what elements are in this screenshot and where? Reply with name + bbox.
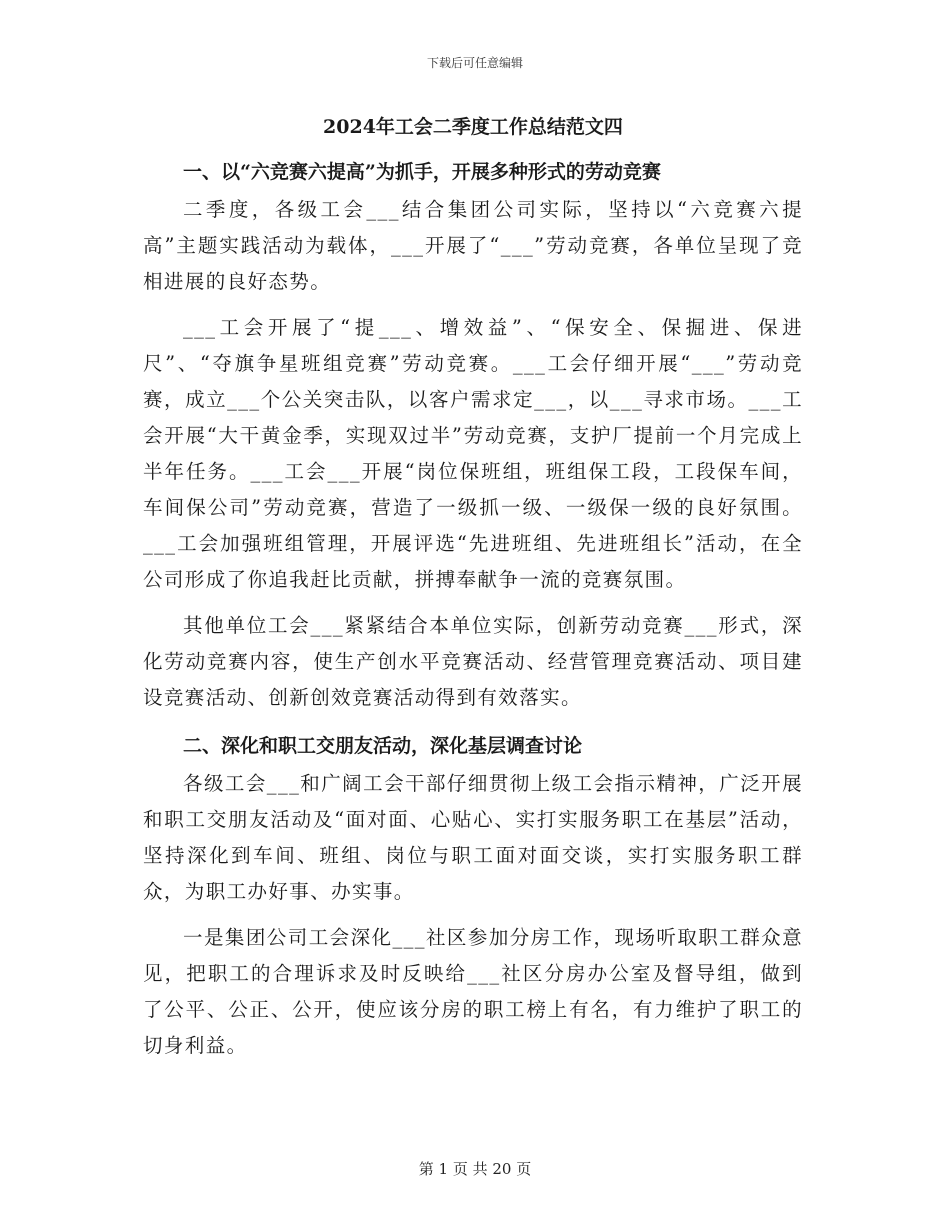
header-note: 下载后可任意编辑 bbox=[426, 56, 523, 70]
page-number-footer: 第 1 页 共 20 页 bbox=[418, 1160, 532, 1178]
paragraph: 其他单位工会___紧紧结合本单位实际，创新劳动竞赛___形式，深化劳动竞赛内容，使生产创水平竞赛活动、经营管理竞赛活动、项目建设竞赛活动、创新创效竞赛活动得到有效落实。 bbox=[143, 614, 803, 709]
paragraph: 各级工会___和广阔工会干部仔细贯彻上级工会指示精神，广泛开展和职工交朋友活动及“面对面、心贴心、实打实服务职工在基层”活动，坚持深化到车间、班组、岗位与职工面对面交谈，实打实服务职工群众，为职工办好事、办实事。 bbox=[143, 772, 803, 903]
paragraph: 二季度，各级工会___结合集团公司实际，坚持以“六竞赛六提高”主题实践活动为载体，___开展了“___”劳动竞赛，各单位呈现了竞相进展的良好态势。 bbox=[143, 198, 803, 293]
section-heading-2: 二、深化和职工交朋友活动，深化基层调查讨论 bbox=[183, 735, 583, 757]
document-title: 2024年工会二季度工作总结范文四 bbox=[323, 116, 623, 138]
paragraph: 一是集团公司工会深化___社区参加分房工作，现场听取职工群众意见，把职工的合理诉求及时反映给___社区分房办公室及督导组，做到了公平、公正、公开，使应该分房的职工榜上有名，有力维护了职工的切身利益。 bbox=[143, 926, 803, 1057]
paragraph: ___工会开展了“提___、增效益”、“保安全、保掘进、保进尺”、“夺旗争星班组竞赛”劳动竞赛。___工会仔细开展“___”劳动竞赛，成立___个公关突击队，以客户需求定___，以___寻求市场。___工会开展“大干黄金季，实现双过半”劳动竞赛，支护厂提前一个月完成上半年任务。___工会___开展“岗位保班组，班组保工段，工段保车间，车间保公司”劳动竞赛，营造了一级抓一级、一级保一级的良好氛围。___工会加强班组管理，开展评选“先进班组、先进班组长”活动，在全公司形成了你追我赶比贡献，拼搏奉献争一流的竞赛氛围。 bbox=[143, 316, 803, 591]
section-heading-1: 一、以“六竞赛六提高”为抓手，开展多种形式的劳动竞赛 bbox=[183, 161, 661, 183]
document-body bbox=[143, 112, 803, 1074]
